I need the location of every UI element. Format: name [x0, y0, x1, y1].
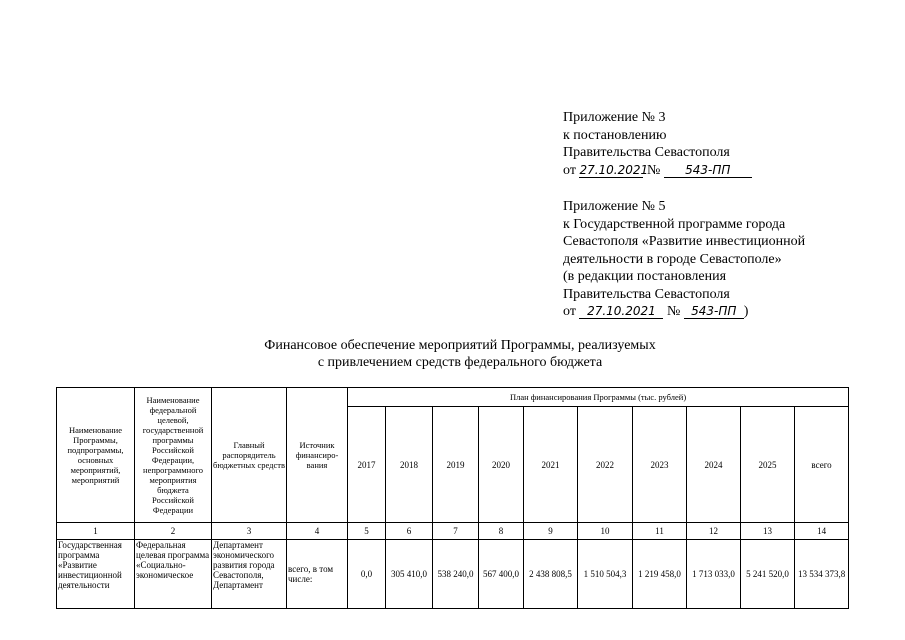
header-budget-manager: Главный распорядитель бюджетных средств [212, 388, 287, 523]
column-number: 14 [795, 523, 849, 540]
appendix-5-block [563, 198, 805, 321]
cell-value: 0,0 [348, 540, 386, 609]
handwritten-number: 543-ПП [684, 304, 744, 319]
year-header: 2021 [524, 407, 578, 523]
header-financing-plan: План финансирования Программы (тыс. рублей) [348, 388, 849, 407]
column-number: 5 [348, 523, 386, 540]
handwritten-date: 27.10.2021 [579, 304, 663, 319]
total-header: всего [795, 407, 849, 523]
cell-value: 305 410,0 [386, 540, 433, 609]
year-header: 2023 [633, 407, 687, 523]
number-label: № [646, 162, 661, 178]
cell-program-name: Государственная программа «Развитие инвестиционной деятельности [57, 540, 135, 609]
header-financing-source: Источник финансиро-вания [287, 388, 348, 523]
cell-value: 567 400,0 [479, 540, 524, 609]
column-number: 2 [135, 523, 212, 540]
column-number: 13 [741, 523, 795, 540]
cell-value: 1 713 033,0 [687, 540, 741, 609]
column-number: 10 [578, 523, 633, 540]
column-number: 8 [479, 523, 524, 540]
header-program-name: Наименование Программы, подпрограммы, основных мероприятий, мероприятий [57, 388, 135, 523]
appendix-5-line5: (в редакции постановления [563, 269, 727, 284]
document-title [150, 337, 770, 371]
appendix-3-title: Приложение № 3 [563, 110, 666, 125]
closing-paren: ) [743, 304, 749, 319]
appendix-5-line4: деятельности в городе Севастополе» [563, 251, 782, 267]
year-header: 2018 [386, 407, 433, 523]
cell-value: 2 438 808,5 [524, 540, 578, 609]
cell-budget-manager: Департамент экономического развития города Севастополя, Департамент [212, 540, 287, 609]
header-federal-program: Наименование федеральной целевой, государственной программы Российской Федерации, непрограммного мероприятия бюджета Российской Федерации [135, 388, 212, 523]
title-line-2: с привлечением средств федерального бюджета [317, 355, 603, 370]
year-header: 2020 [479, 407, 524, 523]
column-number: 7 [433, 523, 479, 540]
year-header: 2024 [687, 407, 741, 523]
appendix-5-line3: Севастополя «Развитие инвестиционной [563, 234, 806, 249]
year-header: 2022 [578, 407, 633, 523]
from-label: от [563, 162, 576, 178]
title-line-1: Финансовое обеспечение мероприятий Программы, реализуемых [264, 338, 656, 353]
appendix-3-block [563, 109, 752, 179]
appendix-3-line3: Правительства Севастополя [563, 145, 730, 160]
cell-value: 1 219 458,0 [633, 540, 687, 609]
year-header: 2025 [741, 407, 795, 523]
year-header: 2019 [433, 407, 479, 523]
column-number: 9 [524, 523, 578, 540]
appendix-3-date-line [563, 162, 752, 180]
column-number: 12 [687, 523, 741, 540]
column-number: 4 [287, 523, 348, 540]
handwritten-date: 27.10.2021 [579, 162, 649, 177]
column-number: 1 [57, 523, 135, 540]
year-header: 2017 [348, 407, 386, 523]
column-number: 6 [386, 523, 433, 540]
from-label: от [563, 304, 576, 319]
financing-table [56, 387, 849, 609]
cell-financing-source: всего, в том числе: [287, 540, 348, 609]
appendix-3-line2: к постановлению [563, 127, 667, 143]
cell-value: 1 510 504,3 [578, 540, 633, 609]
appendix-5-date-line [563, 303, 805, 321]
appendix-5-line6: Правительства Севастополя [563, 286, 730, 302]
column-number: 11 [633, 523, 687, 540]
cell-federal-program: Федеральная целевая программа «Социально-экономическое [135, 540, 212, 609]
table-row [57, 540, 849, 609]
column-number: 3 [212, 523, 287, 540]
number-label: № [666, 304, 681, 319]
cell-value: 538 240,0 [433, 540, 479, 609]
handwritten-number: 543-ПП [664, 163, 752, 178]
appendix-5-line2: к Государственной программе города [563, 216, 786, 232]
cell-total: 13 534 373,8 [795, 540, 849, 609]
cell-value: 5 241 520,0 [741, 540, 795, 609]
appendix-5-title: Приложение № 5 [563, 199, 666, 214]
